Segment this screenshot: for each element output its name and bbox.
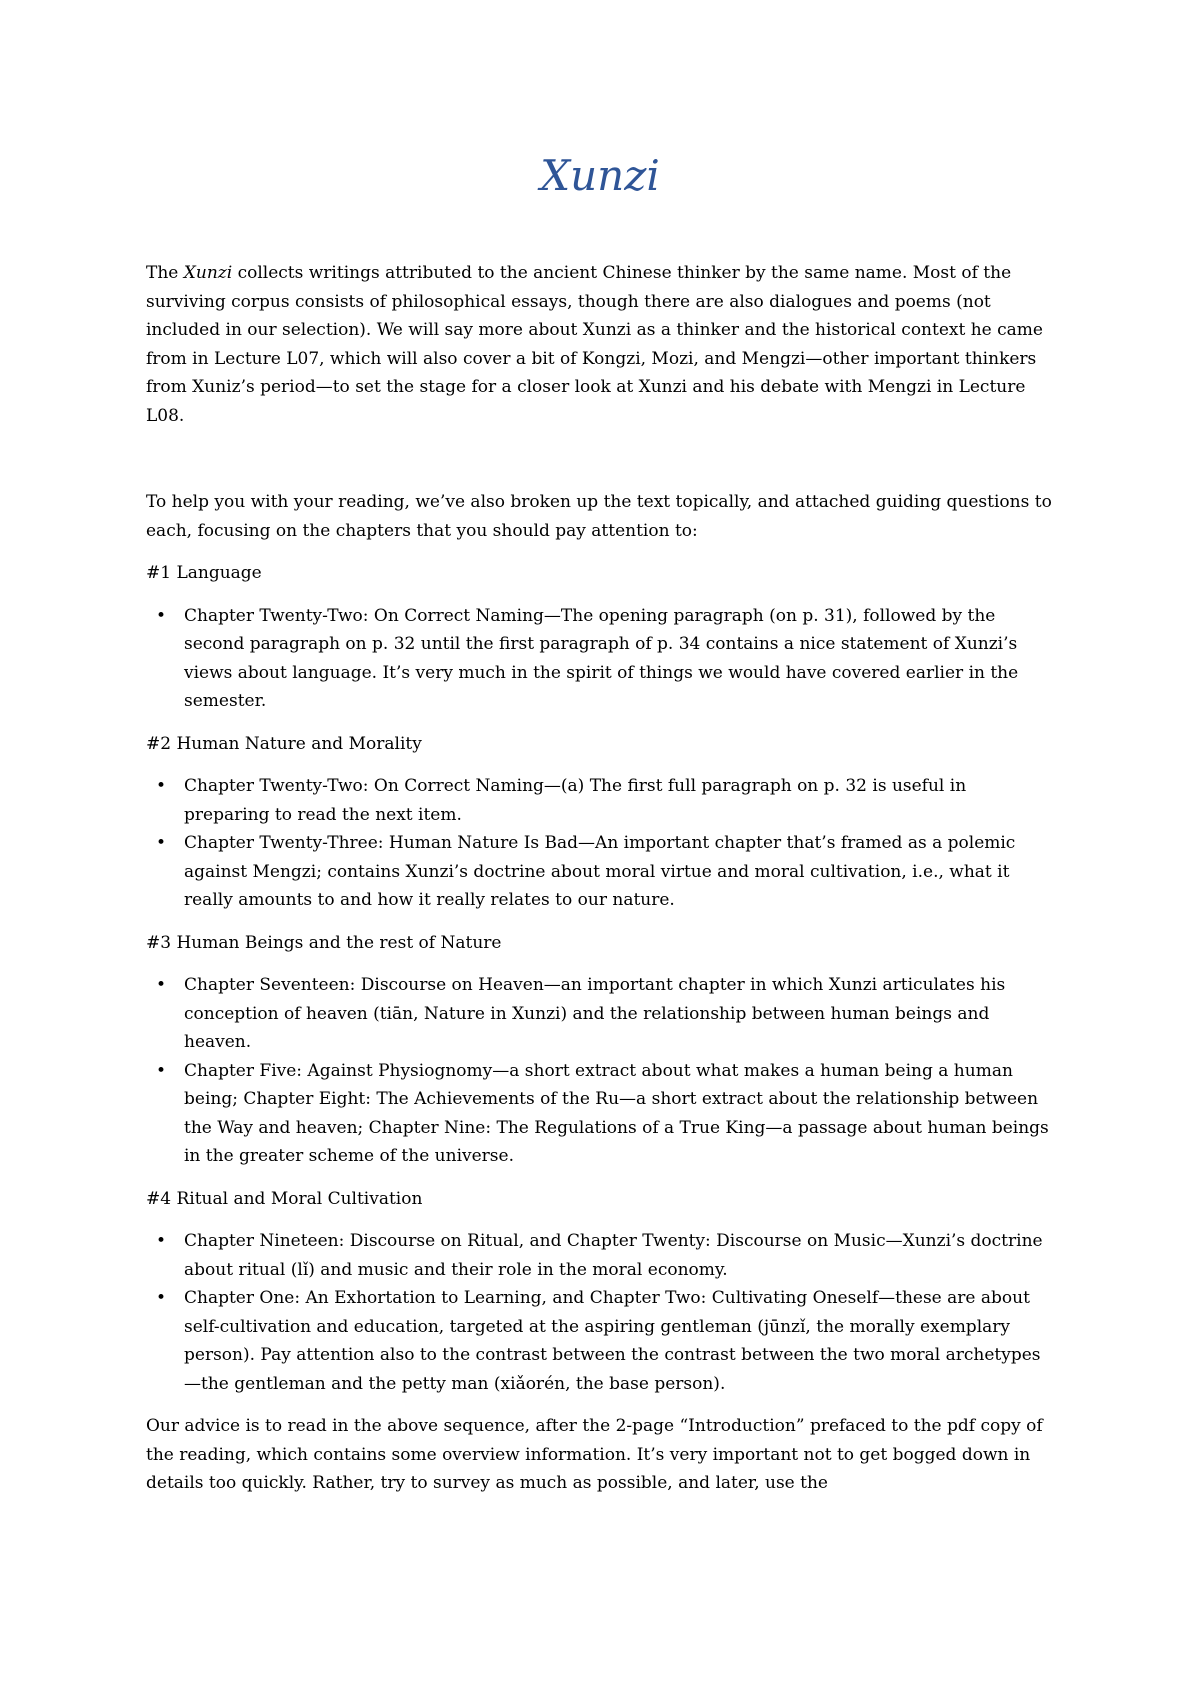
list-item bbox=[146, 772, 1054, 829]
intro-paragraph bbox=[146, 259, 1054, 430]
list-item-text: Chapter One: An Exhortation to Learning, and Chapter Two: Cultivating Oneself—these are about self-cultivation and education, targeted at the aspiring gentleman (jūnzǐ, the morally exemplary person). Pay attention also to the contrast between the contrast between the two moral archetypes—the gentleman and the petty man (xiǎorén, the base person). bbox=[184, 1288, 1041, 1394]
section-list-human-nature bbox=[146, 772, 1054, 915]
section-list-nature bbox=[146, 971, 1054, 1171]
bullet-icon: • bbox=[156, 1060, 167, 1081]
document-title: Xunzi bbox=[540, 151, 660, 200]
bullet-icon: • bbox=[156, 833, 167, 853]
intro-lead: The bbox=[146, 263, 184, 283]
help-paragraph: To help you with your reading, we’ve also broken up the text topically, and attached guiding questions to each, focusing on the chapters that you should pay attention to: bbox=[146, 492, 1052, 541]
list-item bbox=[146, 829, 1054, 915]
bullet-icon: • bbox=[156, 776, 167, 796]
list-item-text: Chapter Seventeen: Discourse on Heaven—an important chapter in which Xunzi articulates his conception of heaven (tiān, Nature in Xunzi) and the relationship between human beings and heaven. bbox=[184, 975, 1006, 1052]
section-heading-human-nature: #2 Human Nature and Morality bbox=[146, 733, 422, 754]
section-heading-language: #1 Language bbox=[146, 563, 262, 583]
list-item-text: Chapter Twenty-Three: Human Nature Is Bad—An important chapter that’s framed as a polemic against Mengzi; contains Xunzi’s doctrine about moral virtue and moral cultivation, i.e., what it really amounts to and how it really relates to our nature. bbox=[184, 833, 1016, 910]
section-heading-nature: #3 Human Beings and the rest of Nature bbox=[146, 932, 502, 953]
bullet-icon: • bbox=[156, 1288, 167, 1308]
list-item bbox=[146, 971, 1054, 1057]
bullet-icon: • bbox=[156, 975, 167, 995]
bullet-icon: • bbox=[156, 605, 167, 626]
section-heading-ritual: #4 Ritual and Moral Cultivation bbox=[146, 1188, 423, 1209]
intro-text: collects writings attributed to the ancient Chinese thinker by the same name. Most of the surviving corpus consists of philosophical essays, though there are also dialogues and poems (not included in our selection). We will say more about Xunzi as a thinker and the historical context he came from in Lecture L07, which will also cover a bit of Kongzi, Mozi, and Mengzi—other important thinkers from Xuniz’s period—to set the stage for a closer look at Xunzi and his debate with Mengzi in Lecture L08. bbox=[146, 263, 1043, 426]
list-item-text: Chapter Twenty-Two: On Correct Naming—The opening paragraph (on p. 31), followed by the second paragraph on p. 32 until the first paragraph of p. 34 contains a nice statement of Xunzi’s views about language. It’s very much in the spirit of things we would have covered earlier in the semester. bbox=[184, 605, 1019, 711]
section-list-ritual bbox=[146, 1227, 1054, 1398]
list-item-text: Chapter Nineteen: Discourse on Ritual, and Chapter Twenty: Discourse on Music—Xunzi’s doctrine about ritual (lǐ) and music and their role in the moral economy. bbox=[184, 1231, 1043, 1280]
section-list-language bbox=[146, 602, 1054, 716]
intro-book-title: Xunzi bbox=[183, 263, 233, 283]
list-item bbox=[146, 1057, 1054, 1171]
list-item-text: Chapter Twenty-Two: On Correct Naming—(a) The first full paragraph on p. 32 is useful in preparing to read the next item. bbox=[184, 776, 967, 825]
list-item bbox=[146, 1227, 1054, 1284]
list-item-text: Chapter Five: Against Physiognomy—a short extract about what makes a human being a human being; Chapter Eight: The Achievements of the Ru—a short extract about the relationship between the Way and heaven; Chapter Nine: The Regulations of a True King—a passage about human beings in the greater scheme of the universe. bbox=[184, 1060, 1049, 1166]
list-item bbox=[146, 1284, 1054, 1398]
list-item bbox=[146, 602, 1054, 716]
bullet-icon: • bbox=[156, 1231, 167, 1251]
advice-paragraph: Our advice is to read in the above sequence, after the 2-page “Introduction” prefaced to the pdf copy of the reading, which contains some overview information. It’s very important not to get bogged down in details too quickly. Rather, try to survey as much as possible, and later, use the bbox=[146, 1416, 1043, 1493]
